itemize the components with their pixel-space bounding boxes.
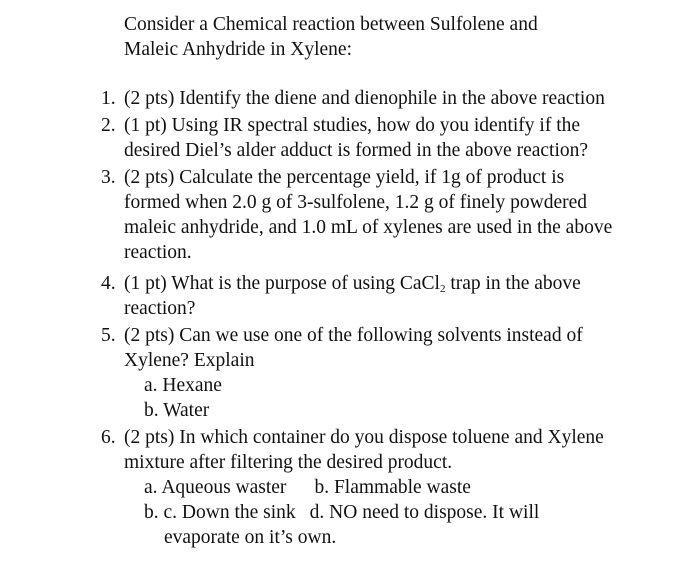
option-list xyxy=(124,475,624,550)
question-6 xyxy=(0,425,624,550)
question-1 xyxy=(0,86,624,111)
question-number: 4. xyxy=(101,273,116,294)
question-text: (2 pts) Calculate the percentage yield, if 1g of product is formed when 2.0 g of 3-sulfolene, 1.2 g of finely powdered maleic anhydride, and 1.0 mL of xylenes are used in the above reaction. xyxy=(124,167,613,263)
question-2 xyxy=(0,113,624,163)
question-text-part-1: (1 pt) What is the purpose of using CaCl xyxy=(124,273,440,294)
question-number: 2. xyxy=(101,115,116,136)
question-number: 1. xyxy=(101,88,116,109)
option-list xyxy=(124,373,624,423)
subscript-2: 2 xyxy=(439,283,446,295)
intro-line-1: Consider a Chemical reaction between Sulfolene and xyxy=(124,14,538,35)
question-list xyxy=(0,86,700,552)
option-c: b. c. Down the sink xyxy=(144,502,296,523)
question-number: 3. xyxy=(101,167,116,188)
option-d-continuation: evaporate on it’s own. xyxy=(164,527,337,548)
question-5 xyxy=(0,323,624,423)
question-number: 5. xyxy=(101,325,116,346)
question-text: (2 pts) Can we use one of the following solvents instead of Xylene? Explain xyxy=(124,325,583,371)
option-b: b. Water xyxy=(144,400,210,421)
question-text: (2 pts) In which container do you dispose toluene and Xylene mixture after filtering the desired product. xyxy=(124,427,604,473)
option-d: d. NO need to dispose. It will xyxy=(309,502,540,523)
option-row-2 xyxy=(144,500,624,525)
question-text: (2 pts) Identify the diene and dienophile in the above reaction xyxy=(124,88,605,109)
question-text: (1 pt) Using IR spectral studies, how do you identify if the desired Diel’s alder adduct is formed in the above reaction? xyxy=(124,115,589,161)
option-row-1 xyxy=(144,475,624,500)
question-number: 6. xyxy=(101,427,116,448)
question-text-part-2: trap in the above reaction? xyxy=(124,273,581,319)
option-a: a. Hexane xyxy=(144,375,222,396)
question-3 xyxy=(0,165,624,265)
option-b: b. Flammable waste xyxy=(314,477,471,498)
intro-line-2: Maleic Anhydride in Xylene: xyxy=(124,39,352,60)
option-a: a. Aqueous waster xyxy=(144,477,287,498)
intro-paragraph xyxy=(124,12,644,62)
question-4 xyxy=(0,271,624,321)
